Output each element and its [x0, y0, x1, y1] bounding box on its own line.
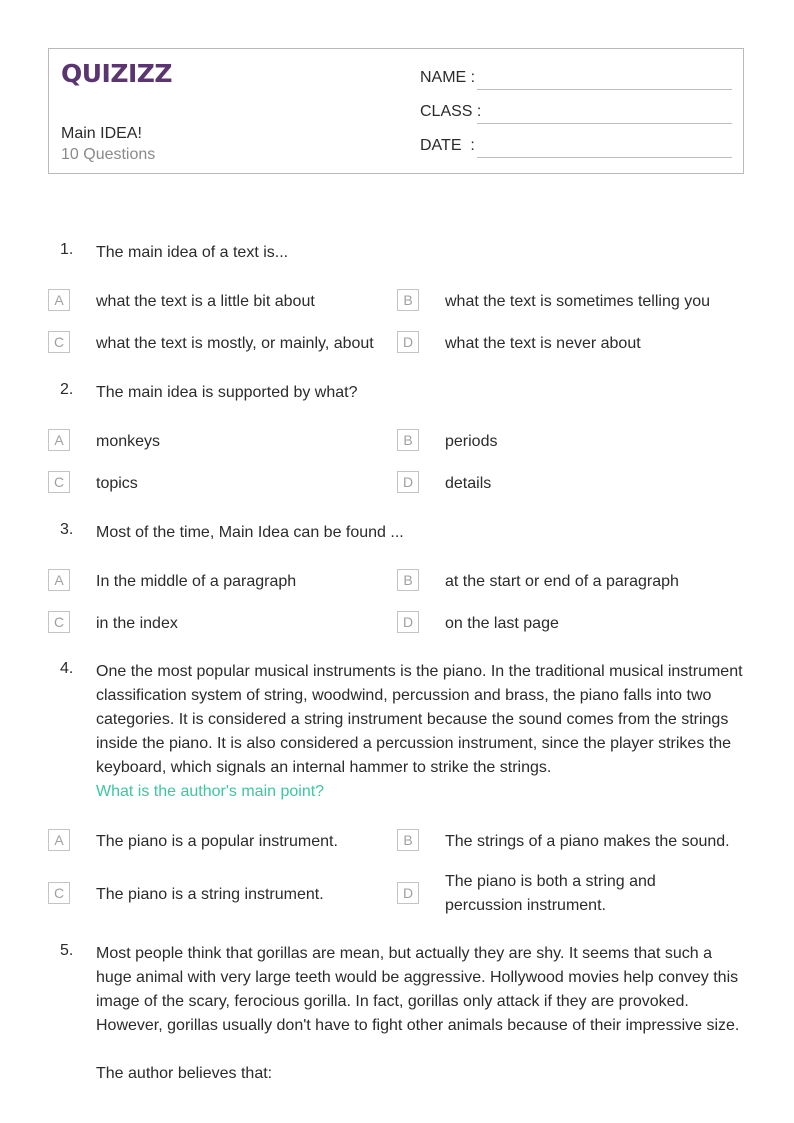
question-text: Most of the time, Main Idea can be found ... — [96, 524, 404, 541]
question-text: The main idea of a text is... — [96, 244, 289, 261]
option-text: The piano is a popular instrument. — [96, 833, 338, 850]
option-letter-box[interactable]: D — [397, 882, 419, 904]
option-text: monkeys — [96, 433, 161, 450]
question-stem — [96, 521, 748, 545]
option-text: on the last page — [445, 615, 559, 632]
option-letter-box[interactable]: C — [48, 331, 70, 353]
option-letter-box[interactable]: A — [48, 429, 70, 451]
option-letter-box[interactable]: A — [48, 289, 70, 311]
option-letter-box[interactable]: D — [397, 611, 419, 633]
question-stem — [96, 942, 748, 1086]
question-stem — [96, 660, 748, 804]
class-label: CLASS : — [420, 103, 482, 120]
option-text: periods — [445, 433, 498, 450]
question-prompt: The author believes that: — [96, 1065, 273, 1082]
class-line[interactable] — [477, 123, 732, 124]
question-stem — [96, 241, 748, 265]
question-prompt: What is the author's main point? — [96, 783, 325, 800]
question-text: One the most popular musical instruments is the piano. In the traditional musical instrument classification system of string, woodwind, percussion and brass, the piano falls into two categories. It is considered a string instrument because the sound comes from the strings inside the piano. It is also considered a percussion instrument, since the player strikes the keyboard, which signals an internal hammer to strike the strings. — [96, 663, 743, 776]
option-letter-box[interactable]: B — [397, 829, 419, 851]
question-count: 10 Questions — [61, 146, 156, 163]
question-number: 1. — [60, 241, 74, 258]
option-text: topics — [96, 475, 138, 492]
option-letter-box[interactable]: C — [48, 611, 70, 633]
question-number: 5. — [60, 942, 74, 959]
name-line[interactable] — [477, 89, 732, 90]
option-text: what the text is mostly, or mainly, about — [96, 335, 374, 352]
option-letter-box[interactable]: B — [397, 569, 419, 591]
option-text: what the text is sometimes telling you — [445, 293, 711, 310]
option-letter-box[interactable]: C — [48, 471, 70, 493]
question-number: 4. — [60, 660, 74, 677]
question-number: 2. — [60, 381, 74, 398]
date-line[interactable] — [477, 157, 732, 158]
option-letter-box[interactable]: A — [48, 569, 70, 591]
worksheet-header — [48, 48, 744, 174]
question-text: The main idea is supported by what? — [96, 384, 358, 401]
option-letter-box[interactable]: D — [397, 471, 419, 493]
option-text: details — [445, 475, 492, 492]
option-text: The piano is a string instrument. — [96, 886, 324, 903]
option-text: what the text is a little bit about — [96, 293, 315, 310]
option-letter-box[interactable]: B — [397, 429, 419, 451]
question-stem — [96, 381, 748, 405]
quizizz-logo: QUIZIZZ — [61, 59, 173, 88]
question-text: Most people think that gorillas are mean, but actually they are shy. It seems that such a huge animal with very large teeth would be aggressive. Hollywood movies help convey this image of the scary, ferocious gorilla. In fact, gorillas only attack if they are provoked. However, gorillas usually don't have to fight other animals because of their impressive size. — [96, 945, 740, 1034]
date-label: DATE : — [420, 137, 475, 154]
question-number: 3. — [60, 521, 74, 538]
option-letter-box[interactable]: B — [397, 289, 419, 311]
option-letter-box[interactable]: A — [48, 829, 70, 851]
option-text: what the text is never about — [445, 335, 641, 352]
option-text: The piano is both a string and percussion instrument. — [445, 873, 656, 914]
option-text: in the index — [96, 615, 178, 632]
option-text: The strings of a piano makes the sound. — [445, 833, 730, 850]
option-text: at the start or end of a paragraph — [445, 573, 679, 590]
option-letter-box[interactable]: C — [48, 882, 70, 904]
name-label: NAME : — [420, 69, 476, 86]
worksheet-title: Main IDEA! — [61, 125, 142, 142]
option-letter-box[interactable]: D — [397, 331, 419, 353]
option-text: In the middle of a paragraph — [96, 573, 297, 590]
